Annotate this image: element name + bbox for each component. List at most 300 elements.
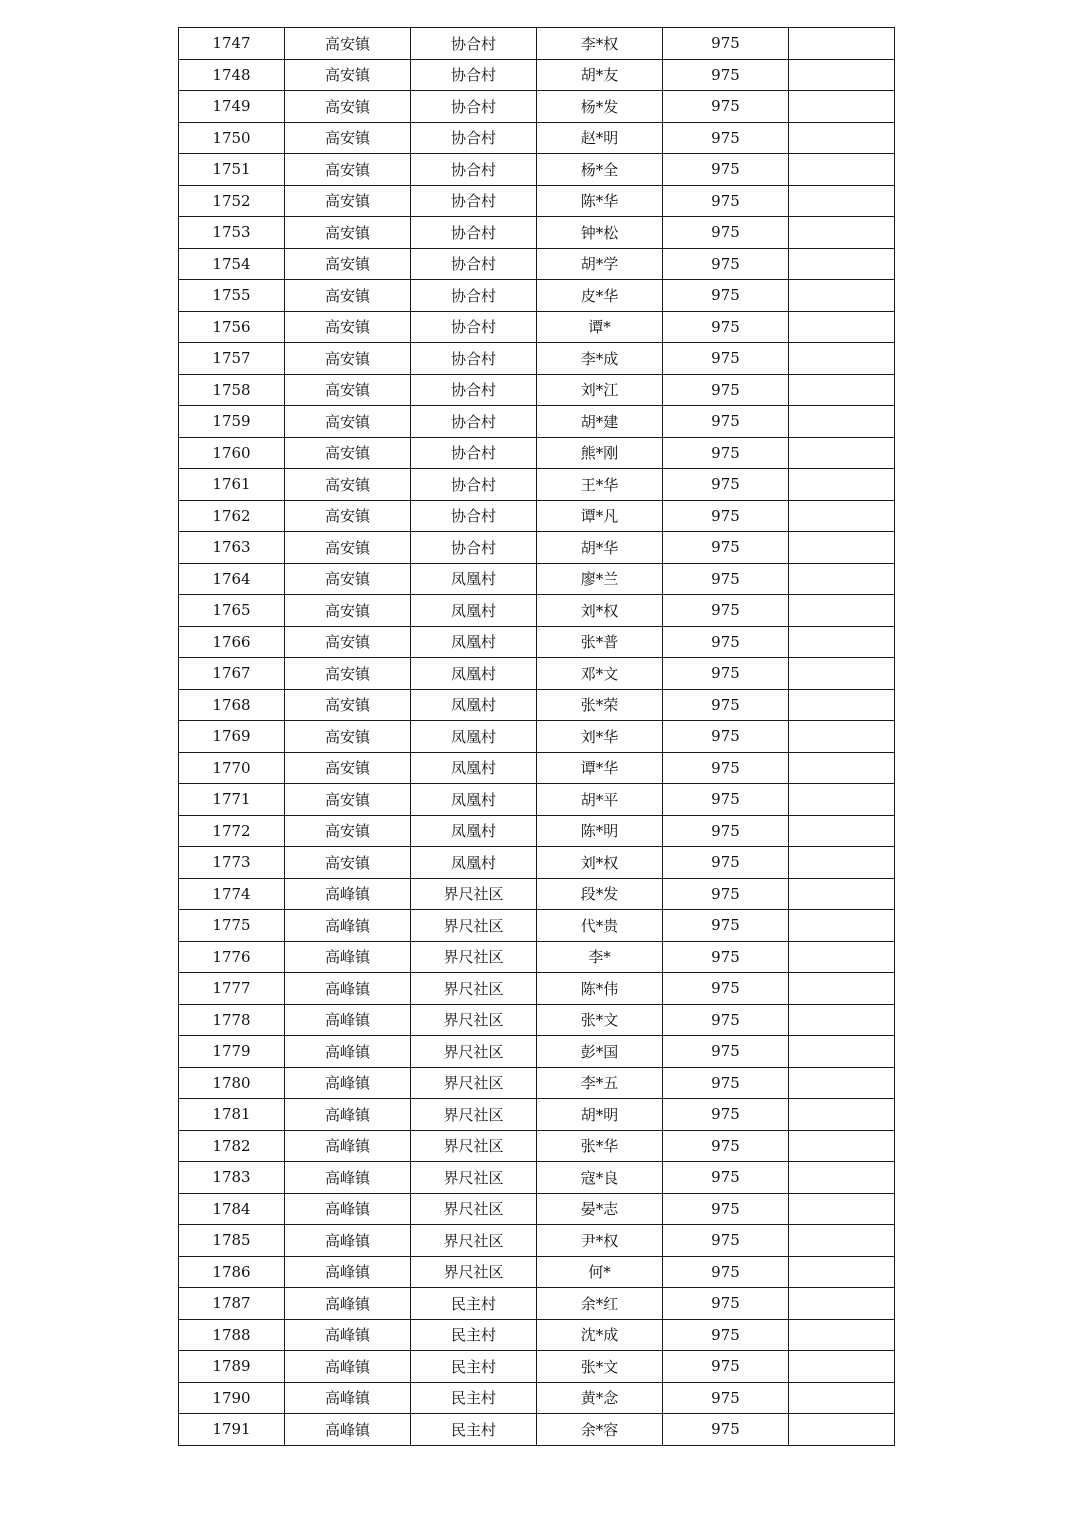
town-cell: 高安镇	[285, 500, 411, 532]
table-row	[179, 1004, 895, 1036]
row-number-cell: 1791	[179, 1414, 285, 1446]
table-row	[179, 752, 895, 784]
name-cell: 皮*华	[537, 280, 663, 312]
village-cell: 界尺社区	[411, 1067, 537, 1099]
name-cell: 张*荣	[537, 689, 663, 721]
amount-cell: 975	[663, 437, 789, 469]
village-cell: 协合村	[411, 122, 537, 154]
table-row	[179, 1130, 895, 1162]
row-number-cell: 1761	[179, 469, 285, 501]
row-number-cell: 1763	[179, 532, 285, 564]
name-cell: 陈*明	[537, 815, 663, 847]
note-cell	[789, 374, 895, 406]
village-cell: 凤凰村	[411, 658, 537, 690]
row-number-cell: 1786	[179, 1256, 285, 1288]
note-cell	[789, 689, 895, 721]
village-cell: 凤凰村	[411, 784, 537, 816]
town-cell: 高安镇	[285, 658, 411, 690]
note-cell	[789, 1319, 895, 1351]
table-row	[179, 658, 895, 690]
amount-cell: 975	[663, 1414, 789, 1446]
row-number-cell: 1756	[179, 311, 285, 343]
note-cell	[789, 469, 895, 501]
row-number-cell: 1768	[179, 689, 285, 721]
note-cell	[789, 280, 895, 312]
town-cell: 高安镇	[285, 784, 411, 816]
town-cell: 高安镇	[285, 185, 411, 217]
town-cell: 高峰镇	[285, 1414, 411, 1446]
name-cell: 陈*华	[537, 185, 663, 217]
note-cell	[789, 784, 895, 816]
table-row	[179, 1414, 895, 1446]
name-cell: 李*五	[537, 1067, 663, 1099]
table-row	[179, 91, 895, 123]
note-cell	[789, 1067, 895, 1099]
note-cell	[789, 1130, 895, 1162]
row-number-cell: 1779	[179, 1036, 285, 1068]
town-cell: 高峰镇	[285, 1067, 411, 1099]
amount-cell: 975	[663, 1099, 789, 1131]
note-cell	[789, 122, 895, 154]
name-cell: 胡*华	[537, 532, 663, 564]
name-cell: 刘*权	[537, 595, 663, 627]
table-row	[179, 1162, 895, 1194]
name-cell: 杨*全	[537, 154, 663, 186]
name-cell: 谭*华	[537, 752, 663, 784]
amount-cell: 975	[663, 1004, 789, 1036]
row-number-cell: 1767	[179, 658, 285, 690]
amount-cell: 975	[663, 878, 789, 910]
town-cell: 高安镇	[285, 59, 411, 91]
row-number-cell: 1749	[179, 91, 285, 123]
town-cell: 高安镇	[285, 374, 411, 406]
table-row	[179, 437, 895, 469]
row-number-cell: 1783	[179, 1162, 285, 1194]
note-cell	[789, 563, 895, 595]
village-cell: 界尺社区	[411, 1193, 537, 1225]
note-cell	[789, 1099, 895, 1131]
town-cell: 高安镇	[285, 248, 411, 280]
town-cell: 高峰镇	[285, 1130, 411, 1162]
roster-table-body	[179, 28, 895, 1446]
table-row	[179, 941, 895, 973]
town-cell: 高峰镇	[285, 1036, 411, 1068]
amount-cell: 975	[663, 343, 789, 375]
amount-cell: 975	[663, 91, 789, 123]
name-cell: 余*红	[537, 1288, 663, 1320]
row-number-cell: 1775	[179, 910, 285, 942]
row-number-cell: 1790	[179, 1382, 285, 1414]
row-number-cell: 1785	[179, 1225, 285, 1257]
village-cell: 民主村	[411, 1351, 537, 1383]
row-number-cell: 1787	[179, 1288, 285, 1320]
name-cell: 廖*兰	[537, 563, 663, 595]
town-cell: 高峰镇	[285, 1351, 411, 1383]
row-number-cell: 1757	[179, 343, 285, 375]
table-row	[179, 343, 895, 375]
town-cell: 高峰镇	[285, 1162, 411, 1194]
table-row	[179, 721, 895, 753]
note-cell	[789, 878, 895, 910]
name-cell: 段*发	[537, 878, 663, 910]
name-cell: 谭*	[537, 311, 663, 343]
name-cell: 杨*发	[537, 91, 663, 123]
note-cell	[789, 1225, 895, 1257]
village-cell: 协合村	[411, 217, 537, 249]
amount-cell: 975	[663, 658, 789, 690]
village-cell: 民主村	[411, 1414, 537, 1446]
table-row	[179, 626, 895, 658]
note-cell	[789, 1004, 895, 1036]
amount-cell: 975	[663, 500, 789, 532]
row-number-cell: 1774	[179, 878, 285, 910]
name-cell: 沈*成	[537, 1319, 663, 1351]
amount-cell: 975	[663, 973, 789, 1005]
town-cell: 高峰镇	[285, 1193, 411, 1225]
row-number-cell: 1753	[179, 217, 285, 249]
village-cell: 界尺社区	[411, 1130, 537, 1162]
table-row	[179, 154, 895, 186]
town-cell: 高安镇	[285, 91, 411, 123]
row-number-cell: 1762	[179, 500, 285, 532]
town-cell: 高峰镇	[285, 878, 411, 910]
note-cell	[789, 1414, 895, 1446]
row-number-cell: 1772	[179, 815, 285, 847]
row-number-cell: 1777	[179, 973, 285, 1005]
amount-cell: 975	[663, 784, 789, 816]
table-row	[179, 122, 895, 154]
town-cell: 高峰镇	[285, 941, 411, 973]
amount-cell: 975	[663, 185, 789, 217]
village-cell: 协合村	[411, 59, 537, 91]
amount-cell: 975	[663, 752, 789, 784]
village-cell: 凤凰村	[411, 595, 537, 627]
amount-cell: 975	[663, 311, 789, 343]
town-cell: 高安镇	[285, 122, 411, 154]
town-cell: 高安镇	[285, 311, 411, 343]
name-cell: 张*文	[537, 1004, 663, 1036]
village-cell: 界尺社区	[411, 1036, 537, 1068]
table-row	[179, 1099, 895, 1131]
town-cell: 高峰镇	[285, 1288, 411, 1320]
row-number-cell: 1789	[179, 1351, 285, 1383]
row-number-cell: 1750	[179, 122, 285, 154]
name-cell: 胡*建	[537, 406, 663, 438]
amount-cell: 975	[663, 1288, 789, 1320]
row-number-cell: 1782	[179, 1130, 285, 1162]
name-cell: 胡*平	[537, 784, 663, 816]
note-cell	[789, 1256, 895, 1288]
town-cell: 高峰镇	[285, 1099, 411, 1131]
village-cell: 协合村	[411, 374, 537, 406]
town-cell: 高安镇	[285, 721, 411, 753]
name-cell: 熊*刚	[537, 437, 663, 469]
village-cell: 凤凰村	[411, 689, 537, 721]
name-cell: 余*容	[537, 1414, 663, 1446]
town-cell: 高安镇	[285, 28, 411, 60]
town-cell: 高峰镇	[285, 1256, 411, 1288]
name-cell: 尹*权	[537, 1225, 663, 1257]
village-cell: 协合村	[411, 343, 537, 375]
town-cell: 高安镇	[285, 532, 411, 564]
note-cell	[789, 721, 895, 753]
row-number-cell: 1784	[179, 1193, 285, 1225]
table-row	[179, 406, 895, 438]
town-cell: 高安镇	[285, 406, 411, 438]
note-cell	[789, 1288, 895, 1320]
amount-cell: 975	[663, 1382, 789, 1414]
village-cell: 民主村	[411, 1382, 537, 1414]
name-cell: 何*	[537, 1256, 663, 1288]
village-cell: 凤凰村	[411, 815, 537, 847]
town-cell: 高峰镇	[285, 1004, 411, 1036]
amount-cell: 975	[663, 815, 789, 847]
note-cell	[789, 1382, 895, 1414]
row-number-cell: 1748	[179, 59, 285, 91]
town-cell: 高安镇	[285, 280, 411, 312]
town-cell: 高安镇	[285, 815, 411, 847]
row-number-cell: 1752	[179, 185, 285, 217]
town-cell: 高安镇	[285, 437, 411, 469]
amount-cell: 975	[663, 1036, 789, 1068]
note-cell	[789, 973, 895, 1005]
note-cell	[789, 1036, 895, 1068]
row-number-cell: 1781	[179, 1099, 285, 1131]
village-cell: 界尺社区	[411, 1004, 537, 1036]
name-cell: 寇*良	[537, 1162, 663, 1194]
village-cell: 界尺社区	[411, 973, 537, 1005]
amount-cell: 975	[663, 469, 789, 501]
table-row	[179, 1067, 895, 1099]
amount-cell: 975	[663, 122, 789, 154]
table-row	[179, 1382, 895, 1414]
row-number-cell: 1755	[179, 280, 285, 312]
amount-cell: 975	[663, 595, 789, 627]
row-number-cell: 1747	[179, 28, 285, 60]
amount-cell: 975	[663, 374, 789, 406]
amount-cell: 975	[663, 563, 789, 595]
amount-cell: 975	[663, 1130, 789, 1162]
table-row	[179, 217, 895, 249]
amount-cell: 975	[663, 1351, 789, 1383]
village-cell: 协合村	[411, 248, 537, 280]
amount-cell: 975	[663, 248, 789, 280]
amount-cell: 975	[663, 280, 789, 312]
village-cell: 界尺社区	[411, 1162, 537, 1194]
amount-cell: 975	[663, 1319, 789, 1351]
name-cell: 黄*念	[537, 1382, 663, 1414]
amount-cell: 975	[663, 1256, 789, 1288]
row-number-cell: 1780	[179, 1067, 285, 1099]
village-cell: 协合村	[411, 154, 537, 186]
name-cell: 邓*文	[537, 658, 663, 690]
table-row	[179, 563, 895, 595]
table-row	[179, 1288, 895, 1320]
table-row	[179, 469, 895, 501]
note-cell	[789, 815, 895, 847]
amount-cell: 975	[663, 217, 789, 249]
row-number-cell: 1754	[179, 248, 285, 280]
village-cell: 界尺社区	[411, 1225, 537, 1257]
amount-cell: 975	[663, 154, 789, 186]
town-cell: 高安镇	[285, 752, 411, 784]
name-cell: 赵*明	[537, 122, 663, 154]
table-row	[179, 1351, 895, 1383]
village-cell: 协合村	[411, 311, 537, 343]
town-cell: 高安镇	[285, 689, 411, 721]
village-cell: 协合村	[411, 91, 537, 123]
row-number-cell: 1764	[179, 563, 285, 595]
note-cell	[789, 59, 895, 91]
row-number-cell: 1760	[179, 437, 285, 469]
name-cell: 谭*凡	[537, 500, 663, 532]
note-cell	[789, 154, 895, 186]
note-cell	[789, 311, 895, 343]
amount-cell: 975	[663, 626, 789, 658]
village-cell: 协合村	[411, 406, 537, 438]
table-row	[179, 59, 895, 91]
table-row	[179, 784, 895, 816]
row-number-cell: 1766	[179, 626, 285, 658]
town-cell: 高峰镇	[285, 1225, 411, 1257]
table-row	[179, 248, 895, 280]
amount-cell: 975	[663, 1225, 789, 1257]
village-cell: 民主村	[411, 1319, 537, 1351]
note-cell	[789, 1162, 895, 1194]
amount-cell: 975	[663, 910, 789, 942]
table-row	[179, 374, 895, 406]
table-row	[179, 185, 895, 217]
note-cell	[789, 437, 895, 469]
note-cell	[789, 941, 895, 973]
table-row	[179, 500, 895, 532]
row-number-cell: 1769	[179, 721, 285, 753]
name-cell: 钟*松	[537, 217, 663, 249]
name-cell: 胡*友	[537, 59, 663, 91]
village-cell: 凤凰村	[411, 626, 537, 658]
table-row	[179, 910, 895, 942]
note-cell	[789, 91, 895, 123]
note-cell	[789, 626, 895, 658]
name-cell: 张*华	[537, 1130, 663, 1162]
name-cell: 彭*国	[537, 1036, 663, 1068]
town-cell: 高峰镇	[285, 973, 411, 1005]
row-number-cell: 1788	[179, 1319, 285, 1351]
note-cell	[789, 1193, 895, 1225]
note-cell	[789, 910, 895, 942]
table-row	[179, 815, 895, 847]
table-row	[179, 1193, 895, 1225]
village-cell: 界尺社区	[411, 910, 537, 942]
name-cell: 李*	[537, 941, 663, 973]
table-row	[179, 1256, 895, 1288]
village-cell: 凤凰村	[411, 563, 537, 595]
town-cell: 高安镇	[285, 626, 411, 658]
town-cell: 高安镇	[285, 217, 411, 249]
table-row	[179, 847, 895, 879]
village-cell: 凤凰村	[411, 721, 537, 753]
town-cell: 高安镇	[285, 469, 411, 501]
town-cell: 高峰镇	[285, 1382, 411, 1414]
amount-cell: 975	[663, 28, 789, 60]
table-row	[179, 973, 895, 1005]
name-cell: 张*文	[537, 1351, 663, 1383]
name-cell: 陈*伟	[537, 973, 663, 1005]
town-cell: 高安镇	[285, 563, 411, 595]
note-cell	[789, 595, 895, 627]
row-number-cell: 1776	[179, 941, 285, 973]
row-number-cell: 1771	[179, 784, 285, 816]
village-cell: 协合村	[411, 280, 537, 312]
table-row	[179, 311, 895, 343]
note-cell	[789, 343, 895, 375]
village-cell: 协合村	[411, 500, 537, 532]
amount-cell: 975	[663, 1162, 789, 1194]
table-row	[179, 1036, 895, 1068]
amount-cell: 975	[663, 689, 789, 721]
name-cell: 刘*江	[537, 374, 663, 406]
table-row	[179, 1319, 895, 1351]
note-cell	[789, 847, 895, 879]
row-number-cell: 1770	[179, 752, 285, 784]
row-number-cell: 1759	[179, 406, 285, 438]
name-cell: 刘*权	[537, 847, 663, 879]
name-cell: 胡*学	[537, 248, 663, 280]
row-number-cell: 1751	[179, 154, 285, 186]
note-cell	[789, 406, 895, 438]
village-cell: 协合村	[411, 532, 537, 564]
town-cell: 高安镇	[285, 847, 411, 879]
village-cell: 协合村	[411, 437, 537, 469]
town-cell: 高安镇	[285, 154, 411, 186]
name-cell: 代*贵	[537, 910, 663, 942]
village-cell: 协合村	[411, 28, 537, 60]
amount-cell: 975	[663, 941, 789, 973]
name-cell: 晏*志	[537, 1193, 663, 1225]
row-number-cell: 1773	[179, 847, 285, 879]
village-cell: 凤凰村	[411, 752, 537, 784]
town-cell: 高安镇	[285, 595, 411, 627]
note-cell	[789, 28, 895, 60]
row-number-cell: 1765	[179, 595, 285, 627]
table-row	[179, 28, 895, 60]
village-cell: 界尺社区	[411, 1099, 537, 1131]
amount-cell: 975	[663, 59, 789, 91]
row-number-cell: 1758	[179, 374, 285, 406]
row-number-cell: 1778	[179, 1004, 285, 1036]
table-row	[179, 532, 895, 564]
town-cell: 高安镇	[285, 343, 411, 375]
village-cell: 界尺社区	[411, 941, 537, 973]
name-cell: 王*华	[537, 469, 663, 501]
name-cell: 李*权	[537, 28, 663, 60]
name-cell: 胡*明	[537, 1099, 663, 1131]
table-row	[179, 878, 895, 910]
name-cell: 李*成	[537, 343, 663, 375]
table-row	[179, 689, 895, 721]
roster-table	[178, 27, 895, 1446]
town-cell: 高峰镇	[285, 1319, 411, 1351]
amount-cell: 975	[663, 532, 789, 564]
amount-cell: 975	[663, 1193, 789, 1225]
table-row	[179, 595, 895, 627]
village-cell: 协合村	[411, 469, 537, 501]
amount-cell: 975	[663, 847, 789, 879]
note-cell	[789, 248, 895, 280]
table-row	[179, 280, 895, 312]
amount-cell: 975	[663, 721, 789, 753]
note-cell	[789, 658, 895, 690]
